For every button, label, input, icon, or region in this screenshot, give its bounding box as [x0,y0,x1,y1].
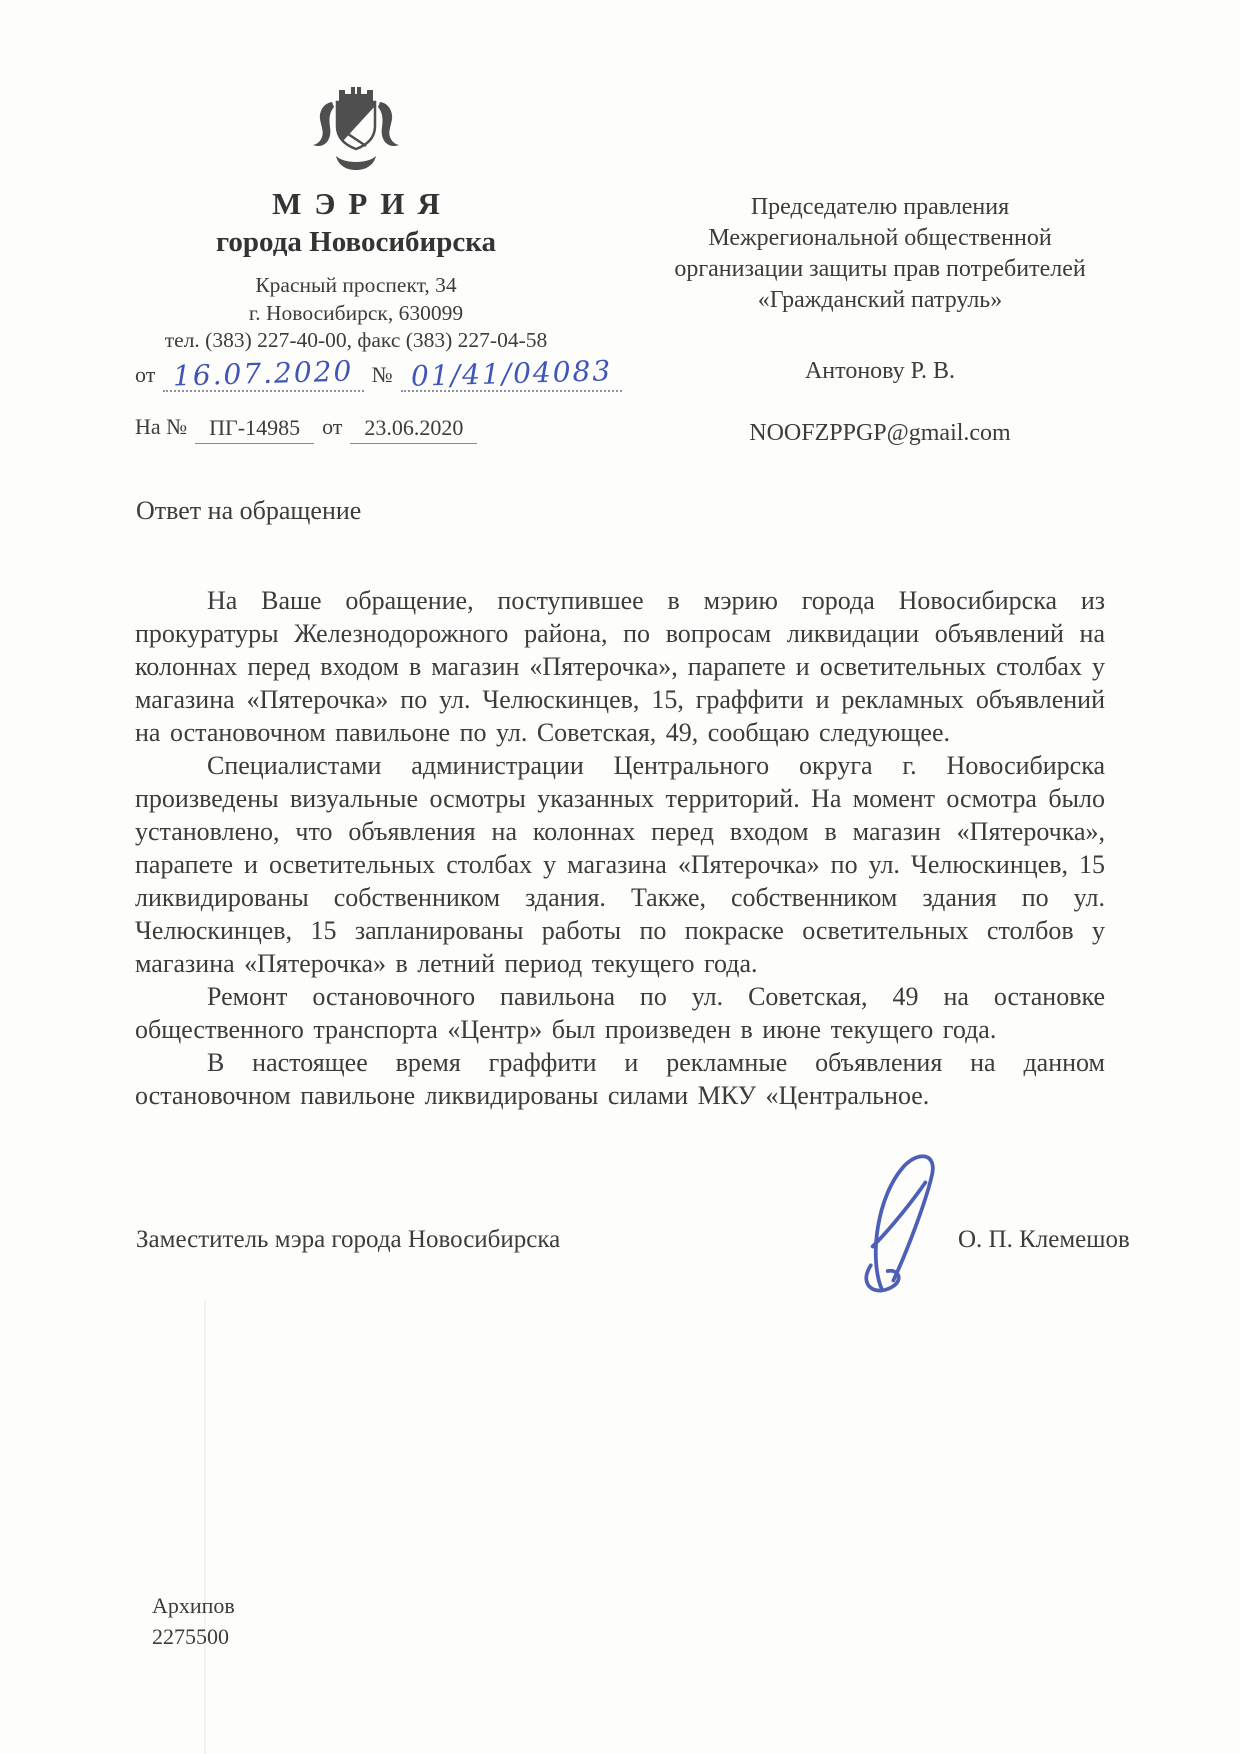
outgoing-number-label: № [371,362,393,387]
outgoing-reference-line [135,354,630,393]
signer-position-title: Заместитель мэра города Новосибирска [136,1226,561,1253]
body-paragraph-2: Специалистами администрации Центрального округа г. Новосибирска произведены визуальные осмотры указанных территорий. На момент осмотра было установлено, что объявления на колоннах перед входом в магазин «Пятерочка», парапете и осветительных столбах у магазина «Пятерочка» по ул. Челюскинцев, 15 ликвидированы собственником здания. Также, собственником здания по ул. Челюскинцев, 15 запланированы работы по покраске осветительных столбов у магазина «Пятерочка» в летний период текущего года. [135,751,1105,978]
executor-footer [152,1590,235,1652]
handwritten-signature-mark [850,1146,982,1298]
org-name-line2: города Новосибирска [215,226,497,258]
executor-name: Архипов [152,1593,235,1618]
recipient-line-1: Председателю правления [750,194,1010,220]
recipient-block [620,192,1140,449]
outgoing-date-handwritten: 16.07.2020 [172,354,355,393]
outgoing-number-handwritten: 01/41/04083 [410,354,613,393]
outgoing-from-label: от [135,362,156,387]
incoming-date: 23.06.2020 [350,415,477,444]
address-city: г. Новосибирск, 630099 [248,300,464,325]
recipient-line-4: «Гражданский патруль» [757,287,1003,313]
letter-body [135,584,1105,1112]
incoming-number: ПГ-14985 [195,415,314,444]
letterhead-org-block [116,186,596,259]
scan-artifact-streak [204,1300,206,1754]
letterhead-address-block [100,272,612,355]
incoming-on-no-label: На № [135,414,188,439]
recipient-line-3: организации защиты прав потребителей [674,256,1086,282]
body-paragraph-4: В настоящее время граффити и рекламные объявления на данном остановочном павильоне ликвидированы силами МКУ «Центральное. [135,1048,1105,1110]
recipient-name: Антонову Р. В. [804,358,956,384]
body-paragraph-1: На Ваше обращение, поступившее в мэрию города Новосибирска из прокуратуры Железнодорожного района, по вопросам ликвидации объявлений на колоннах перед входом в магазин «Пятерочка», парапете и осветительных столбах у магазина «Пятерочка» по ул. Челюскинцев, 15, граффити и рекламных объявлений на остановочном павильоне по ул. Советская, 49, сообщаю следующее. [135,586,1105,747]
incoming-from-label: от [322,414,343,439]
signer-name: О. П. Клемешов [958,1226,1130,1253]
letter-subject: Ответ на обращение [136,496,362,525]
outgoing-date-field [163,354,363,393]
novosibirsk-coat-of-arms-logo [306,80,406,184]
executor-phone: 2275500 [152,1624,229,1649]
outgoing-number-field [401,354,622,393]
address-street: Красный проспект, 34 [255,273,457,297]
address-phone-fax: тел. (383) 227-40-00, факс (383) 227-04-58 [164,328,548,352]
recipient-line-2: Межрегиональной общественной [708,225,1052,251]
incoming-reference-line [135,414,485,444]
org-name-line1: МЭРИЯ [272,186,453,221]
recipient-email: NOOFZPPGP@gmail.com [749,420,1011,446]
body-paragraph-3: Ремонт остановочного павильона по ул. Советская, 49 на остановке общественного транспорта «Центр» был произведен в июне текущего года. [135,982,1105,1044]
